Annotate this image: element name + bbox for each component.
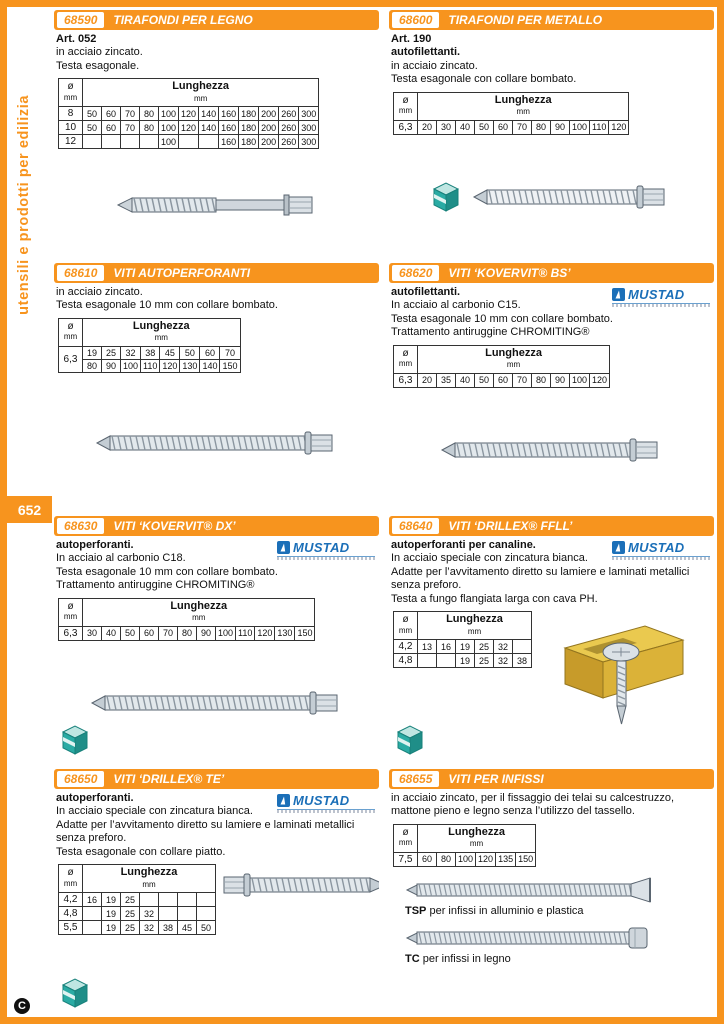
length-value: 19 xyxy=(456,640,475,654)
length-value xyxy=(83,921,102,935)
product-section-68600 xyxy=(389,10,714,260)
section-title: VITI AUTOPERFORANTI xyxy=(113,266,251,280)
length-value: 130 xyxy=(275,626,295,640)
length-header: Lunghezza mm xyxy=(83,865,216,893)
table-row xyxy=(59,121,319,135)
length-value: 200 xyxy=(259,121,279,135)
sizes-table xyxy=(58,598,315,641)
length-value: 25 xyxy=(121,921,140,935)
description-line: Testa a fungo flangiata larga con cava PH. xyxy=(391,592,598,605)
mustad-flag-icon xyxy=(612,541,625,554)
section-title: VITI PER INFISSI xyxy=(448,772,544,786)
length-value: 120 xyxy=(476,852,496,866)
product-image xyxy=(56,375,375,511)
length-value: 160 xyxy=(219,121,239,135)
description-line: autoperforanti. xyxy=(56,792,134,804)
length-value: 120 xyxy=(590,373,610,387)
sizes-table xyxy=(393,611,532,668)
product-code: 68590 xyxy=(57,12,104,28)
length-value: 80 xyxy=(532,373,551,387)
length-value: 180 xyxy=(239,135,259,149)
length-value: 90 xyxy=(102,359,121,372)
product-code: 68620 xyxy=(392,265,439,281)
diameter-value: 7,5 xyxy=(394,852,418,866)
length-header: Lunghezza mm xyxy=(418,345,610,373)
diameter-value: 10 xyxy=(59,121,83,135)
description-line: Testa esagonale 10 mm con collare bombato. xyxy=(56,565,278,578)
variant-tc xyxy=(391,924,710,965)
length-value xyxy=(178,893,197,907)
length-value: 300 xyxy=(299,121,319,135)
length-value: 50 xyxy=(475,120,494,134)
description-line: Testa esagonale con collare piatto. xyxy=(56,845,226,858)
length-value: 140 xyxy=(199,121,219,135)
section-body xyxy=(54,30,379,260)
mustad-tagline xyxy=(277,556,375,560)
product-description xyxy=(56,286,375,313)
length-value xyxy=(159,907,178,921)
length-value: 25 xyxy=(475,640,494,654)
section-body xyxy=(54,536,379,766)
length-header: Lunghezza mm xyxy=(83,318,241,346)
length-value: 135 xyxy=(496,852,516,866)
length-value: 38 xyxy=(141,346,160,359)
diameter-value: 4,2 xyxy=(59,893,83,907)
length-value: 130 xyxy=(180,359,200,372)
length-value: 16 xyxy=(83,893,102,907)
description-line: autofilettanti. xyxy=(391,46,461,59)
length-value: 70 xyxy=(159,626,178,640)
product-section-68640 xyxy=(389,516,714,766)
product-code: 68600 xyxy=(392,12,439,28)
description-line: in acciaio zincato. xyxy=(391,59,478,72)
diameter-value: 6,3 xyxy=(59,346,83,372)
section-header xyxy=(54,516,379,536)
length-value: 120 xyxy=(255,626,275,640)
mustad-flag-icon xyxy=(612,288,625,301)
section-title: TIRAFONDI PER LEGNO xyxy=(113,13,253,27)
length-value xyxy=(179,135,199,149)
length-value: 80 xyxy=(140,121,159,135)
section-header xyxy=(389,769,714,789)
mustad-logo xyxy=(612,540,710,560)
length-value: 100 xyxy=(159,107,179,121)
length-value: 60 xyxy=(418,852,437,866)
length-value: 45 xyxy=(178,921,197,935)
product-image xyxy=(391,390,710,511)
length-value xyxy=(513,640,532,654)
sizes-table xyxy=(58,864,216,935)
length-value: 160 xyxy=(219,135,239,149)
length-value: 180 xyxy=(239,107,259,121)
length-value xyxy=(121,135,140,149)
table-row xyxy=(59,893,216,907)
length-value: 70 xyxy=(513,373,532,387)
length-value: 50 xyxy=(475,373,494,387)
diameter-value: 4,2 xyxy=(394,640,418,654)
section-header xyxy=(54,10,379,30)
product-image xyxy=(56,151,375,258)
length-value xyxy=(83,135,102,149)
diameter-value: 8 xyxy=(59,107,83,121)
length-value: 30 xyxy=(437,120,456,134)
length-value: 140 xyxy=(199,107,219,121)
table-and-image-row xyxy=(56,861,375,937)
length-value: 50 xyxy=(197,921,216,935)
product-section-68590 xyxy=(54,10,379,260)
description-line: Art. 190 xyxy=(391,33,432,45)
section-title: VITI ‘KOVERVIT® BS’ xyxy=(448,266,571,280)
length-header: Lunghezza mm xyxy=(418,92,629,120)
length-value: 60 xyxy=(140,626,159,640)
length-value: 120 xyxy=(179,107,199,121)
section-title: VITI ‘DRILLEX® TE’ xyxy=(113,772,225,786)
package-box-icon xyxy=(433,182,459,212)
sizes-table xyxy=(58,78,319,149)
length-value xyxy=(140,135,159,149)
mustad-logo xyxy=(277,540,375,560)
length-value xyxy=(140,893,159,907)
length-value: 80 xyxy=(532,120,551,134)
length-value xyxy=(178,907,197,921)
product-section-68630 xyxy=(54,516,379,766)
diameter-value: 6,3 xyxy=(59,626,83,640)
description-line: Trattamento antiruggine CHROMITING® xyxy=(391,326,590,339)
length-value: 60 xyxy=(102,107,121,121)
description-line: Testa esagonale 10 mm con collare bombato. xyxy=(56,299,278,312)
length-value: 13 xyxy=(418,640,437,654)
length-value: 200 xyxy=(259,135,279,149)
section-body xyxy=(54,789,379,1019)
hex-screw-image xyxy=(439,432,662,468)
length-value: 32 xyxy=(121,346,141,359)
sizes-table xyxy=(393,824,536,867)
mustad-logo xyxy=(277,793,375,813)
section-header xyxy=(54,263,379,283)
hex-screw-image xyxy=(94,425,337,461)
length-value: 80 xyxy=(178,626,197,640)
package-icon xyxy=(397,725,423,760)
page-number-tab: 652 xyxy=(7,496,52,523)
product-code: 68650 xyxy=(57,771,104,787)
product-section-68650 xyxy=(54,769,379,1019)
section-title: VITI ‘KOVERVIT® DX’ xyxy=(113,519,236,533)
diameter-value: 6,3 xyxy=(394,120,418,134)
variant-caption: TSP per infissi in alluminio e plastica xyxy=(405,904,584,917)
section-body xyxy=(389,283,714,513)
table-row xyxy=(394,654,532,668)
length-value: 50 xyxy=(121,626,140,640)
product-section-68620 xyxy=(389,263,714,513)
diameter-header: ø mm xyxy=(394,345,418,373)
mustad-logo xyxy=(612,287,710,307)
length-header: Lunghezza mm xyxy=(418,612,532,640)
length-value: 50 xyxy=(180,346,200,359)
length-value: 160 xyxy=(219,107,239,121)
package-icon xyxy=(62,725,88,760)
length-value: 45 xyxy=(160,346,180,359)
length-value: 70 xyxy=(513,120,532,134)
diameter-value: 4,8 xyxy=(394,654,418,668)
diameter-header: ø mm xyxy=(394,92,418,120)
mustad-label: MUSTAD xyxy=(628,540,685,555)
description-line: In acciaio al carbonio C18. xyxy=(56,552,186,565)
table-and-image-row xyxy=(391,608,710,732)
length-value: 32 xyxy=(494,654,513,668)
length-value: 60 xyxy=(200,346,220,359)
mustad-tagline xyxy=(612,303,710,307)
length-value: 140 xyxy=(200,359,220,372)
length-value: 100 xyxy=(159,135,179,149)
length-value: 120 xyxy=(179,121,199,135)
product-description xyxy=(391,33,710,87)
length-value: 120 xyxy=(160,359,180,372)
package-box-icon xyxy=(397,725,423,755)
mustad-flag-icon xyxy=(277,541,290,554)
length-value xyxy=(159,893,178,907)
mustad-label: MUSTAD xyxy=(293,540,350,555)
length-value: 260 xyxy=(279,107,299,121)
length-value: 60 xyxy=(494,120,513,134)
description-line: Testa esagonale 10 mm con collare bombato. xyxy=(391,312,613,325)
hex-screw-image xyxy=(89,685,342,721)
length-value: 150 xyxy=(295,626,315,640)
length-value: 19 xyxy=(83,346,102,359)
length-value: 300 xyxy=(299,107,319,121)
length-value: 80 xyxy=(437,852,456,866)
diameter-header: ø mm xyxy=(394,824,418,852)
sidebar-vertical-text: utensili e prodotti per edilizia xyxy=(16,95,32,315)
section-header xyxy=(389,10,714,30)
section-body xyxy=(389,789,714,1019)
diameter-value: 6,3 xyxy=(394,373,418,387)
length-value: 19 xyxy=(102,893,121,907)
length-value xyxy=(199,135,219,149)
package-box-icon xyxy=(62,725,88,755)
length-value: 32 xyxy=(140,907,159,921)
length-value: 19 xyxy=(456,654,475,668)
length-value: 38 xyxy=(513,654,532,668)
length-value: 16 xyxy=(437,640,456,654)
description-line: autoperforanti. xyxy=(56,539,134,551)
table-row xyxy=(394,373,610,387)
length-value: 40 xyxy=(102,626,121,640)
length-value: 25 xyxy=(121,907,140,921)
length-value: 80 xyxy=(140,107,159,121)
product-image xyxy=(391,137,710,258)
product-image xyxy=(536,614,710,732)
hex-screw-image xyxy=(471,179,669,215)
length-value: 19 xyxy=(102,907,121,921)
description-line: Testa esagonale con collare bombato. xyxy=(391,73,577,86)
diameter-header: ø mm xyxy=(59,865,83,893)
channel-screw-image xyxy=(557,614,689,732)
length-value: 100 xyxy=(456,852,476,866)
section-body xyxy=(389,30,714,260)
mustad-tagline xyxy=(277,809,375,813)
package-icon xyxy=(62,978,88,1013)
length-value: 260 xyxy=(279,121,299,135)
length-value xyxy=(437,654,456,668)
length-value: 30 xyxy=(83,626,102,640)
length-value: 38 xyxy=(159,921,178,935)
product-section-68655 xyxy=(389,769,714,1019)
length-value xyxy=(83,907,102,921)
description-line: In acciaio speciale con zincatura bianca. xyxy=(56,805,253,818)
diameter-header: ø mm xyxy=(59,79,83,107)
length-value: 100 xyxy=(159,121,179,135)
length-value: 40 xyxy=(456,120,475,134)
length-value: 50 xyxy=(83,107,102,121)
variant-tsp xyxy=(391,876,710,917)
mustad-flag-icon xyxy=(277,794,290,807)
description-line: Adatte per l’avvitamento diretto su lamiere e laminati metallici senza preforo. xyxy=(56,818,355,845)
sizes-table xyxy=(58,318,241,373)
diameter-value: 4,8 xyxy=(59,907,83,921)
length-value: 32 xyxy=(494,640,513,654)
length-value: 100 xyxy=(121,359,141,372)
length-value: 120 xyxy=(609,120,629,134)
length-value: 110 xyxy=(141,359,160,372)
length-value: 100 xyxy=(570,373,590,387)
description-line: Trattamento antiruggine CHROMITING® xyxy=(56,579,255,592)
length-value: 20 xyxy=(418,120,437,134)
product-code: 68630 xyxy=(57,518,104,534)
length-value xyxy=(102,135,121,149)
description-line: In acciaio speciale con zincatura bianca. xyxy=(391,552,588,565)
table-row xyxy=(59,921,216,935)
description-line: autofilettanti. xyxy=(391,286,461,298)
table-row xyxy=(59,907,216,921)
length-value: 90 xyxy=(551,373,570,387)
product-description xyxy=(391,792,710,819)
length-header: Lunghezza mm xyxy=(418,824,536,852)
description-line: autoperforanti per canaline. xyxy=(391,539,536,551)
product-code: 68610 xyxy=(57,265,104,281)
length-value: 70 xyxy=(121,121,140,135)
publisher-logo: C xyxy=(14,998,30,1014)
package-box-icon xyxy=(62,978,88,1008)
hex-head-left-screw-image xyxy=(220,867,379,903)
table-row xyxy=(394,852,536,866)
description-line: in acciaio zincato, per il fissaggio dei telai su calcestruzzo, mattone pieno e legno senza l’utilizzo del tassello. xyxy=(391,792,675,818)
section-title: VITI ‘DRILLEX® FFLL’ xyxy=(448,519,573,533)
mustad-tagline xyxy=(612,556,710,560)
table-row xyxy=(394,120,629,134)
length-value xyxy=(197,907,216,921)
length-value: 25 xyxy=(102,346,121,359)
length-value: 35 xyxy=(437,373,456,387)
table-row xyxy=(59,135,319,149)
length-value: 260 xyxy=(279,135,299,149)
description-line: Art. 052 xyxy=(56,33,97,45)
length-value: 25 xyxy=(475,654,494,668)
length-value: 70 xyxy=(121,107,140,121)
sizes-table xyxy=(393,345,610,388)
description-line: Testa esagonale. xyxy=(56,59,140,72)
table-row xyxy=(59,107,319,121)
diameter-header: ø mm xyxy=(394,612,418,640)
lag-screw-image xyxy=(116,187,316,223)
section-body xyxy=(54,283,379,513)
length-value: 40 xyxy=(456,373,475,387)
length-value: 32 xyxy=(140,921,159,935)
product-description xyxy=(56,33,375,73)
length-value: 80 xyxy=(83,359,102,372)
sizes-table xyxy=(393,92,629,135)
length-value: 300 xyxy=(299,135,319,149)
length-value: 110 xyxy=(236,626,255,640)
tsp-screw-image xyxy=(405,876,657,904)
length-value: 90 xyxy=(551,120,570,134)
mustad-label: MUSTAD xyxy=(628,287,685,302)
length-header: Lunghezza mm xyxy=(83,79,319,107)
product-image xyxy=(56,643,375,764)
description-line: in acciaio zincato. xyxy=(56,286,143,298)
table-row xyxy=(59,626,315,640)
product-section-68610 xyxy=(54,263,379,513)
length-value: 110 xyxy=(590,120,609,134)
length-value: 180 xyxy=(239,121,259,135)
length-value: 150 xyxy=(220,359,240,372)
length-value: 20 xyxy=(418,373,437,387)
variant-caption: TC per infissi in legno xyxy=(405,952,511,965)
length-value: 100 xyxy=(216,626,236,640)
length-value: 25 xyxy=(121,893,140,907)
diameter-value: 12 xyxy=(59,135,83,149)
length-value: 200 xyxy=(259,107,279,121)
sections-grid xyxy=(54,10,714,1019)
description-line: in acciaio zincato. xyxy=(56,46,143,59)
diameter-value: 5,5 xyxy=(59,921,83,935)
section-header xyxy=(389,263,714,283)
section-body xyxy=(389,536,714,766)
section-title: TIRAFONDI PER METALLO xyxy=(448,13,603,27)
length-value: 60 xyxy=(494,373,513,387)
length-value: 50 xyxy=(83,121,102,135)
length-value: 150 xyxy=(516,852,536,866)
tc-screw-image xyxy=(405,924,657,952)
mustad-label: MUSTAD xyxy=(293,793,350,808)
product-image xyxy=(220,867,379,903)
table-row xyxy=(59,359,241,372)
length-value: 60 xyxy=(102,121,121,135)
diameter-header: ø mm xyxy=(59,598,83,626)
length-header: Lunghezza mm xyxy=(83,598,315,626)
length-value: 100 xyxy=(570,120,590,134)
description-line: In acciaio al carbonio C15. xyxy=(391,299,521,312)
description-line: Adatte per l’avvitamento diretto su lamiere e laminati metallici senza preforo. xyxy=(391,565,690,592)
length-value: 19 xyxy=(102,921,121,935)
product-code: 68640 xyxy=(392,518,439,534)
section-header xyxy=(389,516,714,536)
product-code: 68655 xyxy=(392,771,439,787)
section-header xyxy=(54,769,379,789)
table-row xyxy=(394,640,532,654)
length-value: 90 xyxy=(197,626,216,640)
length-value xyxy=(418,654,437,668)
length-value: 70 xyxy=(220,346,240,359)
diameter-header: ø mm xyxy=(59,318,83,346)
table-row xyxy=(59,346,241,359)
length-value xyxy=(197,893,216,907)
